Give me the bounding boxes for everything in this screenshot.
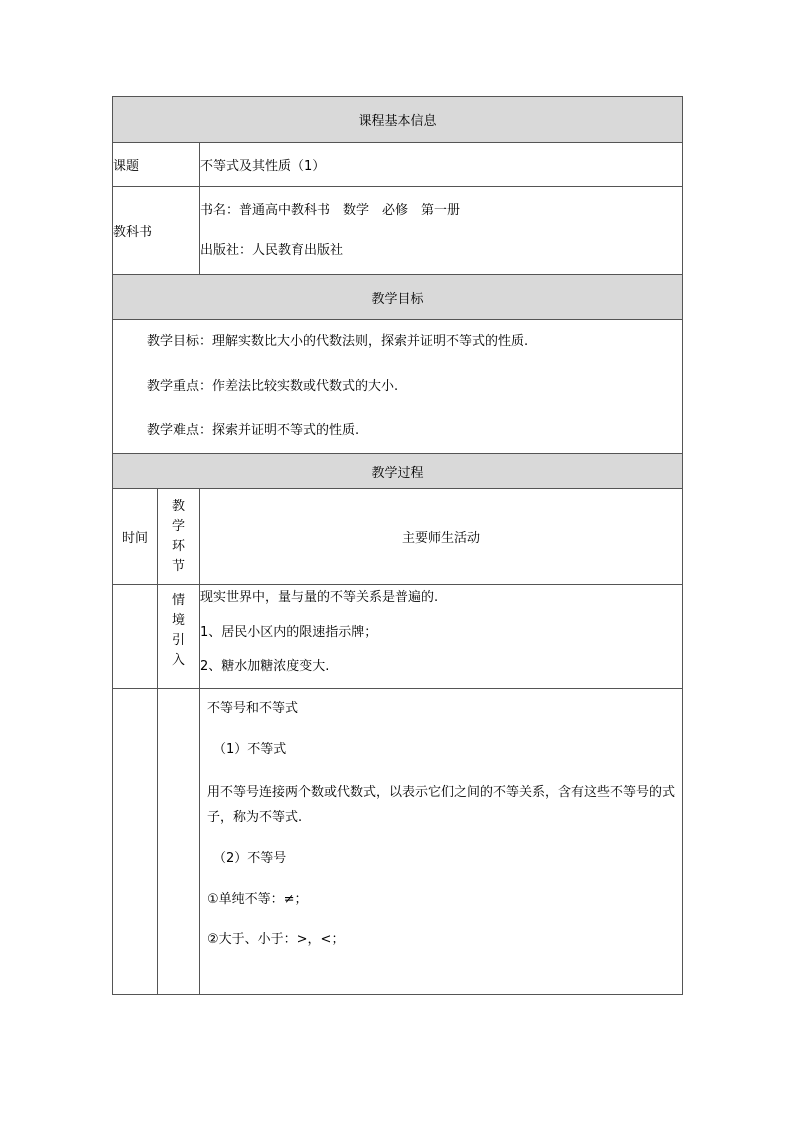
textbook-label: 教科书 [113,187,200,275]
section-header-process: 教学过程 [113,454,683,489]
stage-char: 入 [171,653,185,668]
process-header-row [113,489,683,585]
section-header-basic-info: 课程基本信息 [113,97,683,143]
stage-header [158,489,200,585]
stage-header-char: 节 [171,558,185,574]
stage-cell-empty [158,689,200,995]
activity-line: 不等号和不等式 [207,701,299,716]
stage-header-char: 学 [171,518,185,534]
textbook-info [200,187,683,275]
time-cell-empty [113,689,158,995]
section-header-objectives: 教学目标 [113,275,683,320]
activity-line: 2、糖水加糖浓度变大. [200,659,330,674]
activity-line: ②大于、小于：>，<； [207,932,345,947]
goal-line-objective: 教学目标：理解实数比大小的代数法则，探索并证明不等式的性质. [147,334,529,350]
section-row-process [113,454,683,489]
time-cell-empty [113,585,158,689]
topic-row [113,143,683,187]
stage-char: 引 [171,633,185,648]
topic-value: 不等式及其性质（1） [200,143,683,187]
activity-line: 1、居民小区内的限速指示牌； [200,624,378,640]
goal-line-difficulty: 教学难点：探索并证明不等式的性质. [147,423,360,439]
activity-cell-concepts [200,689,683,995]
process-row-concepts [113,689,683,995]
section-row-objectives [113,275,683,320]
process-row-intro [113,585,683,689]
textbook-row [113,187,683,275]
goals-row [113,320,683,454]
section-row-basic-info [113,97,683,143]
activity-line: ①单纯不等：≠； [207,891,308,907]
topic-label: 课题 [113,143,200,187]
activity-cell-intro [200,585,683,689]
stage-cell-intro [158,585,200,689]
stage-header-char: 教 [171,498,185,514]
goals-cell [113,320,683,454]
activity-line: （1）不等式 [213,741,287,757]
activity-line: 现实世界中，量与量的不等关系是普遍的. [200,590,439,605]
lesson-plan-table [112,96,683,995]
activity-paragraph: 用不等号连接两个数或代数式，以表示它们之间的不等关系，含有这些不等号的式子，称为不等式. [207,785,676,825]
time-header: 时间 [113,489,158,585]
activity-header: 主要师生活动 [200,489,683,585]
textbook-book: 书名：普通高中教科书 数学 必修 第一册 [200,203,461,218]
stage-char: 境 [171,613,185,628]
textbook-publisher: 出版社：人民教育出版社 [200,242,344,258]
stage-char: 情 [171,593,185,608]
goal-line-key-point: 教学重点：作差法比较实数或代数式的大小. [147,378,399,394]
activity-line: （2）不等号 [213,851,287,866]
stage-header-char: 环 [171,538,185,554]
